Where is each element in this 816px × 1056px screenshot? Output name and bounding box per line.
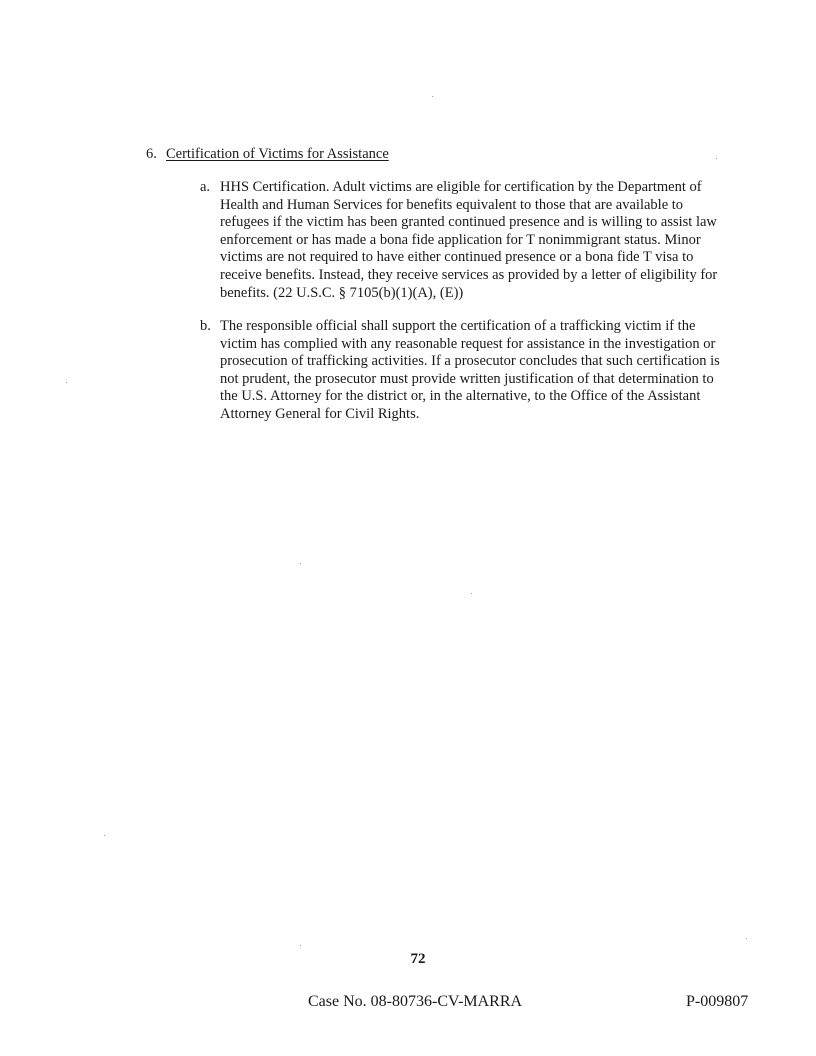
scan-speck	[300, 945, 301, 946]
section-heading	[146, 145, 389, 163]
scan-speck	[66, 382, 67, 383]
scan-speck	[746, 938, 747, 939]
footer-case-number: Case No. 08-80736-CV-MARRA	[308, 993, 523, 1010]
scan-speck	[300, 563, 301, 564]
page-number: 72	[410, 951, 426, 967]
scan-speck	[104, 835, 105, 836]
scan-speck	[432, 96, 433, 97]
footer-bates-number: P-009807	[686, 993, 749, 1010]
scan-speck	[471, 593, 472, 594]
section-number: 6.	[146, 146, 157, 162]
list-item-b	[200, 318, 725, 424]
list-item-marker: b.	[200, 318, 211, 334]
list-item-text: The responsible official shall support the certification of a trafficking victim if the victim has complied with any reasonable request for assistance in the investigation or prosecution of trafficking activities. If a prosecutor concludes that such certification is not prudent, the prosecutor must provide written justification of that determination to the U.S. Attorney for the district or, in the alternative, to the Office of the Assistant Attorney General for Civil Rights.	[220, 318, 720, 422]
section-title: Certification of Victims for Assistance	[166, 146, 389, 162]
list-item-marker: a.	[200, 179, 211, 195]
list-item-text: HHS Certification. Adult victims are eligible for certification by the Department of Health and Human Services for benefits equivalent to those that are available to refugees if the victim has been granted continued presence and is willing to assist law enforcement or has made a bona fide application for T nonimmigrant status. Minor victims are not required to have either continued presence or a bona fide T visa to receive benefits. Instead, they receive services as provided by a letter of eligibility for benefits. (22 U.S.C. § 7105(b)(1)(A), (E))	[220, 179, 718, 301]
scan-speck	[716, 158, 717, 159]
list-item-a	[200, 179, 725, 302]
